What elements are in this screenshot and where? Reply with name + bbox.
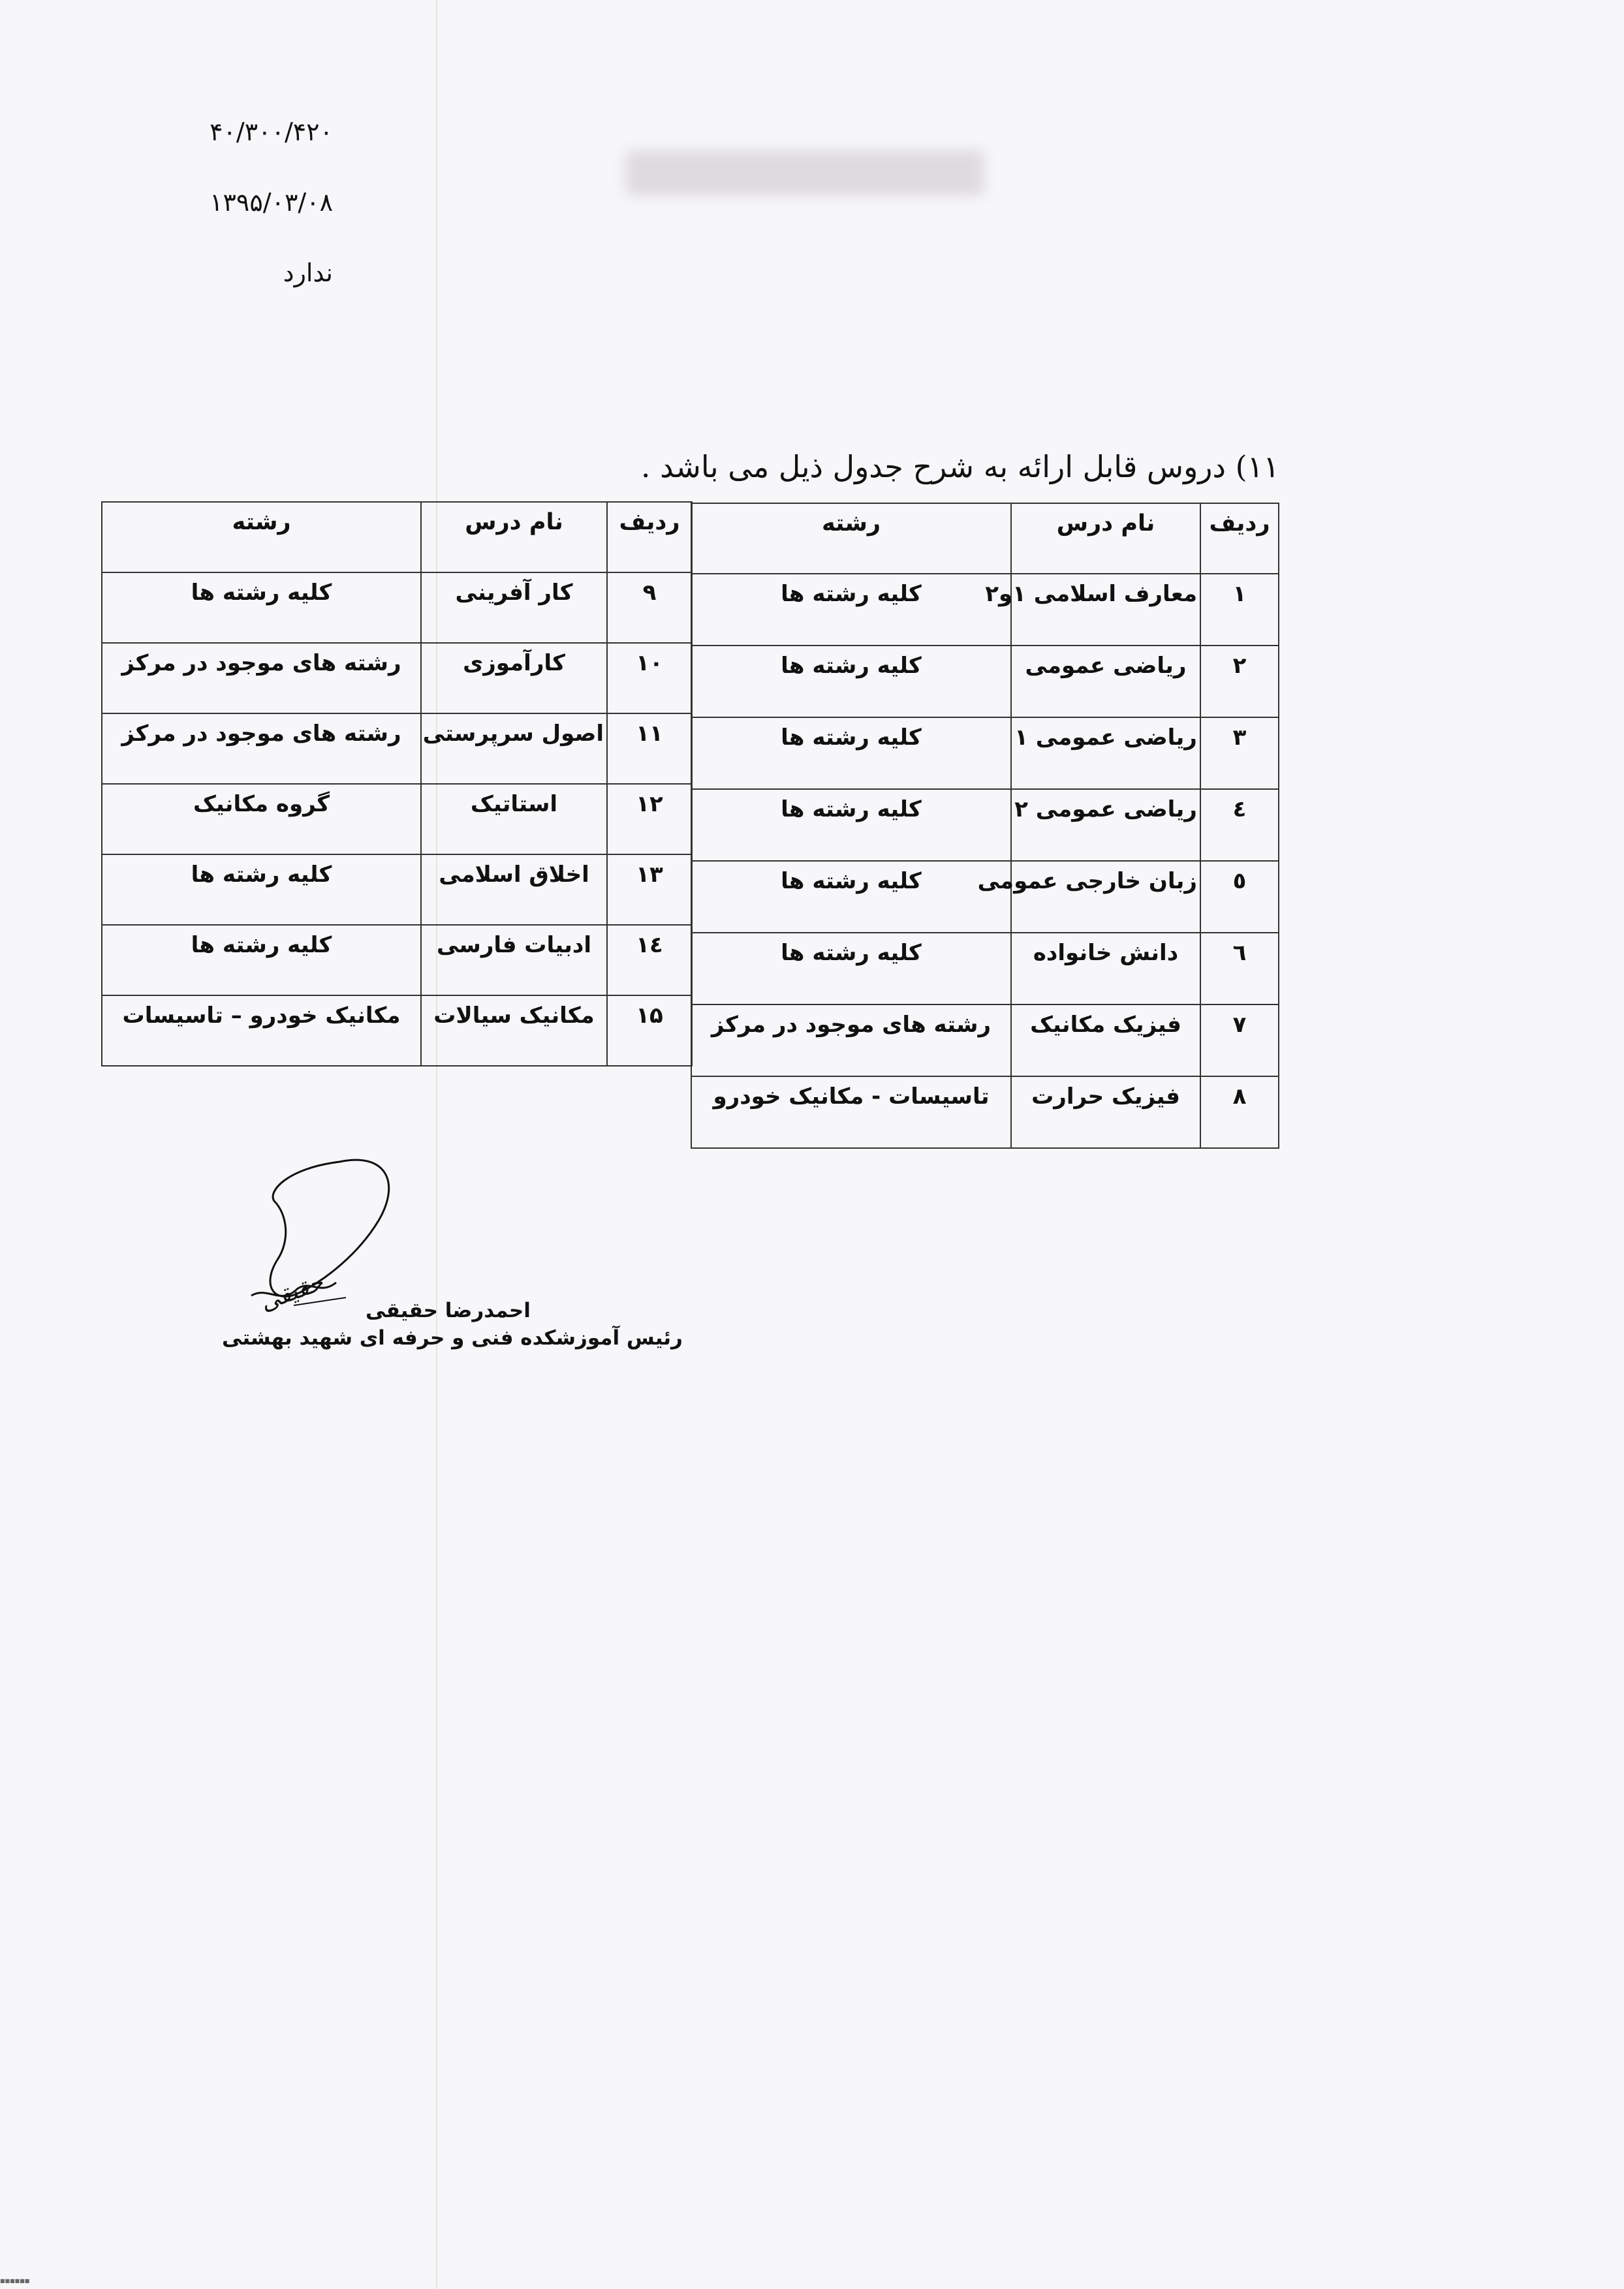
cell-course-name: معارف اسلامی ۱و۲	[1011, 574, 1200, 646]
courses-table-right	[691, 503, 1279, 1149]
header-field: رشته	[691, 503, 1011, 574]
table-row	[102, 713, 692, 784]
cell-field: کلیه رشته ها	[102, 854, 421, 925]
cell-row-no: ۱۲	[607, 784, 692, 854]
cell-field: گروه مکانیک	[102, 784, 421, 854]
cell-field: رشته های موجود در مرکز	[102, 643, 421, 713]
cell-row-no: ۸	[1200, 1076, 1279, 1148]
cell-field: رشته های موجود در مرکز	[691, 1004, 1011, 1076]
table-row	[691, 646, 1279, 717]
header-field: رشته	[102, 502, 421, 572]
cell-course-name: فیزیک مکانیک	[1011, 1004, 1200, 1076]
cell-row-no: ٥	[1200, 861, 1279, 933]
cell-course-name: اخلاق اسلامی	[421, 854, 607, 925]
cell-row-no: ٤	[1200, 789, 1279, 861]
cell-course-name: کار آفرینی	[421, 572, 607, 643]
header-row-no: ردیف	[1200, 503, 1279, 574]
cell-field: کلیه رشته ها	[691, 933, 1011, 1004]
header-course-name: نام درس	[421, 502, 607, 572]
courses-table-left	[101, 501, 693, 1067]
table-row	[102, 995, 692, 1066]
cell-field: کلیه رشته ها	[102, 572, 421, 643]
cell-field: رشته های موجود در مرکز	[102, 713, 421, 784]
table-row	[102, 572, 692, 643]
cell-row-no: ۱۳	[607, 854, 692, 925]
cell-field: کلیه رشته ها	[691, 646, 1011, 717]
table-header-row	[691, 503, 1279, 574]
cell-course-name: ادبیات فارسی	[421, 925, 607, 995]
cell-row-no: ۱۵	[607, 995, 692, 1066]
cell-field: کلیه رشته ها	[102, 925, 421, 995]
table-header-row	[102, 502, 692, 572]
signature-handwriting: حقیقی	[257, 1269, 327, 1316]
cell-row-no: ۱	[1200, 574, 1279, 646]
attachment-status: ندارد	[283, 258, 333, 287]
cell-course-name: ریاضی عمومی ۲	[1011, 789, 1200, 861]
cell-row-no: ۹	[607, 572, 692, 643]
table-row	[691, 789, 1279, 861]
table-row	[102, 854, 692, 925]
cell-course-name: کارآموزی	[421, 643, 607, 713]
cell-row-no: ۱۱	[607, 713, 692, 784]
cell-course-name: فیزیک حرارت	[1011, 1076, 1200, 1148]
cell-field: مکانیک خودرو – تاسیسات	[102, 995, 421, 1066]
cell-row-no: ۲	[1200, 646, 1279, 717]
cell-course-name: مکانیک سیالات	[421, 995, 607, 1066]
cell-course-name: زبان خارجی عمومی	[1011, 861, 1200, 933]
table-row	[691, 861, 1279, 933]
cell-course-name: ریاضی عمومی	[1011, 646, 1200, 717]
cell-row-no: ۱۰	[607, 643, 692, 713]
blurred-stamp	[625, 150, 984, 196]
cell-field: کلیه رشته ها	[691, 861, 1011, 933]
letter-date: ۱۳۹۵/۰۳/۰۸	[210, 188, 333, 217]
cell-row-no: ٦	[1200, 933, 1279, 1004]
cell-course-name: ریاضی عمومی ۱	[1011, 717, 1200, 789]
cell-row-no: ۳	[1200, 717, 1279, 789]
letter-number: ۴۰/۳۰۰/۴۲۰	[210, 117, 333, 146]
table-row	[691, 574, 1279, 646]
cell-field: کلیه رشته ها	[691, 789, 1011, 861]
paper-fold-line	[436, 0, 437, 2289]
table-row	[691, 933, 1279, 1004]
table-row	[102, 643, 692, 713]
intro-text: ۱۱) دروس قابل ارائه به شرح جدول ذیل می باشد .	[640, 449, 1279, 484]
header-row-no: ردیف	[607, 502, 692, 572]
header-course-name: نام درس	[1011, 503, 1200, 574]
table-row	[691, 1076, 1279, 1148]
cell-row-no: ١٤	[607, 925, 692, 995]
table-row	[102, 925, 692, 995]
cell-field: کلیه رشته ها	[691, 574, 1011, 646]
table-row	[691, 1004, 1279, 1076]
signatory-name: احمدرضا حقیقی	[366, 1299, 531, 1322]
cell-course-name: استاتیک	[421, 784, 607, 854]
cell-row-no: ۷	[1200, 1004, 1279, 1076]
table-row	[102, 784, 692, 854]
table-row	[691, 717, 1279, 789]
cell-field: تاسیسات - مکانیک خودرو	[691, 1076, 1011, 1148]
cell-field: کلیه رشته ها	[691, 717, 1011, 789]
cell-course-name: دانش خانواده	[1011, 933, 1200, 1004]
cell-course-name: اصول سرپرستی	[421, 713, 607, 784]
signatory-title: رئیس آموزشکده فنی و حرفه ای شهید بهشتی	[222, 1326, 683, 1350]
corner-mark: ■■■■■■	[0, 2278, 30, 2284]
